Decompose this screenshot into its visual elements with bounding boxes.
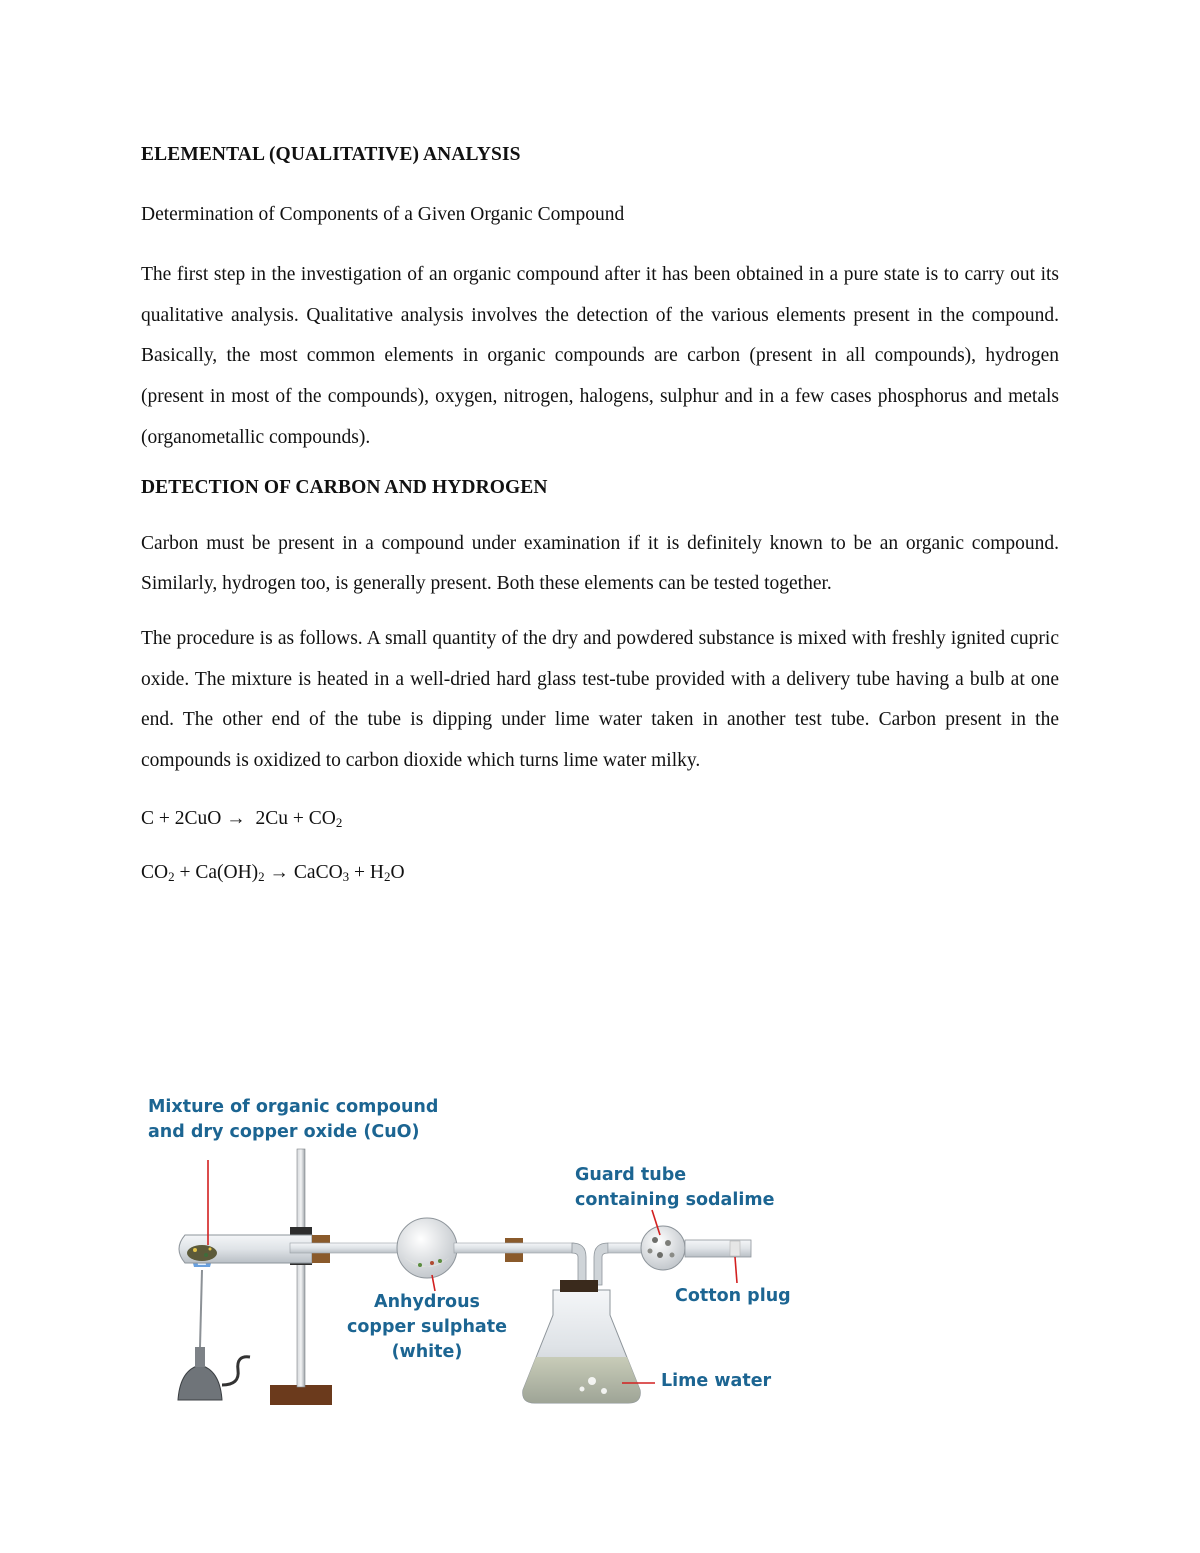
lime-water xyxy=(523,1357,641,1403)
equation-1 xyxy=(141,804,1059,834)
eq2-d-sub: 2 xyxy=(384,868,391,884)
eq1-sub: 2 xyxy=(335,814,343,830)
bunsen-burner xyxy=(178,1270,250,1400)
label-guard-tube xyxy=(575,1163,774,1213)
subtitle: Determination of Components of a Given Organic Compound xyxy=(141,204,625,225)
apparatus-diagram xyxy=(140,1085,820,1415)
label-copper-sulphate xyxy=(347,1290,507,1365)
label-cuso4-line-2: copper sulphate xyxy=(347,1317,507,1337)
label-lime-water: Lime water xyxy=(661,1371,772,1391)
eq2-a: CO xyxy=(141,861,169,883)
eq2-a-sub: 2 xyxy=(168,868,175,884)
equation-2 xyxy=(141,858,1059,888)
copper-sulphate-bulb xyxy=(397,1218,457,1278)
section-heading: DETECTION OF CARBON AND HYDROGEN xyxy=(141,476,548,498)
paragraph-carbon-hydrogen: Carbon must be present in a compound under examination if it is definitely known to be an organic compound. Similarly, hydrogen too, is generally present. Both these elements can be tested together. xyxy=(141,532,1059,595)
intro-paragraph: The first step in the investigation of an organic compound after it has been obtained in a pure state is to carry out its qualitative analysis. Qualitative analysis involves the detection of the various elements present in the compound. Basically, the most common elements in organic compounds are carbon (present in all compounds), hydrogen (present in most of the compounds), oxygen, nitrogen, halogens, sulphur and in a few cases phosphorus and metals (organometallic compounds). xyxy=(141,264,1059,448)
label-mixture xyxy=(148,1095,438,1145)
flask-stopper xyxy=(560,1280,598,1292)
eq1-rhs: 2Cu + CO xyxy=(255,807,336,829)
eq2-arrow: → xyxy=(264,861,294,883)
eq2-d: + H xyxy=(349,861,384,883)
document-page xyxy=(141,140,1059,888)
eq2-c: CaCO xyxy=(293,861,343,883)
flask-outlet-tube xyxy=(594,1243,608,1285)
page-title: ELEMENTAL (QUALITATIVE) ANALYSIS xyxy=(141,144,521,165)
eq1-lhs: C + 2CuO xyxy=(141,807,222,829)
conical-flask xyxy=(523,1280,641,1403)
tube-to-flask xyxy=(454,1243,574,1253)
label-cuso4-line-3: (white) xyxy=(391,1342,463,1362)
label-cotton-plug: Cotton plug xyxy=(675,1286,791,1306)
guard-tube xyxy=(641,1226,751,1270)
eq2-b-sub: 2 xyxy=(258,868,265,884)
label-mixture-line-2: and dry copper oxide (CuO) xyxy=(148,1122,420,1142)
eq2-c-sub: 3 xyxy=(342,868,350,884)
paragraph-procedure: The procedure is as follows. A small quantity of the dry and powdered substance is mixed with freshly ignited cupric oxide. The mixture is heated in a well-dried hard glass test-tube provided with a delivery tube having a bulb at one end. The other end of the tube is dipping under lime water taken in another test tube. Carbon present in the compounds is oxidized to carbon dioxide which turns lime water milky. xyxy=(141,627,1059,772)
retort-stand xyxy=(270,1149,332,1405)
eq2-b: + Ca(OH) xyxy=(174,861,259,883)
delivery-tube xyxy=(290,1243,400,1253)
label-mixture-line-1: Mixture of organic compound xyxy=(148,1097,439,1117)
label-guard-line-2: containing sodalime xyxy=(575,1190,775,1210)
label-cuso4-line-1: Anhydrous xyxy=(374,1292,480,1312)
eq1-arrow: → xyxy=(226,807,246,829)
eq2-e: O xyxy=(390,861,405,883)
label-guard-line-1: Guard tube xyxy=(575,1165,687,1185)
cotton-plug xyxy=(730,1241,740,1256)
